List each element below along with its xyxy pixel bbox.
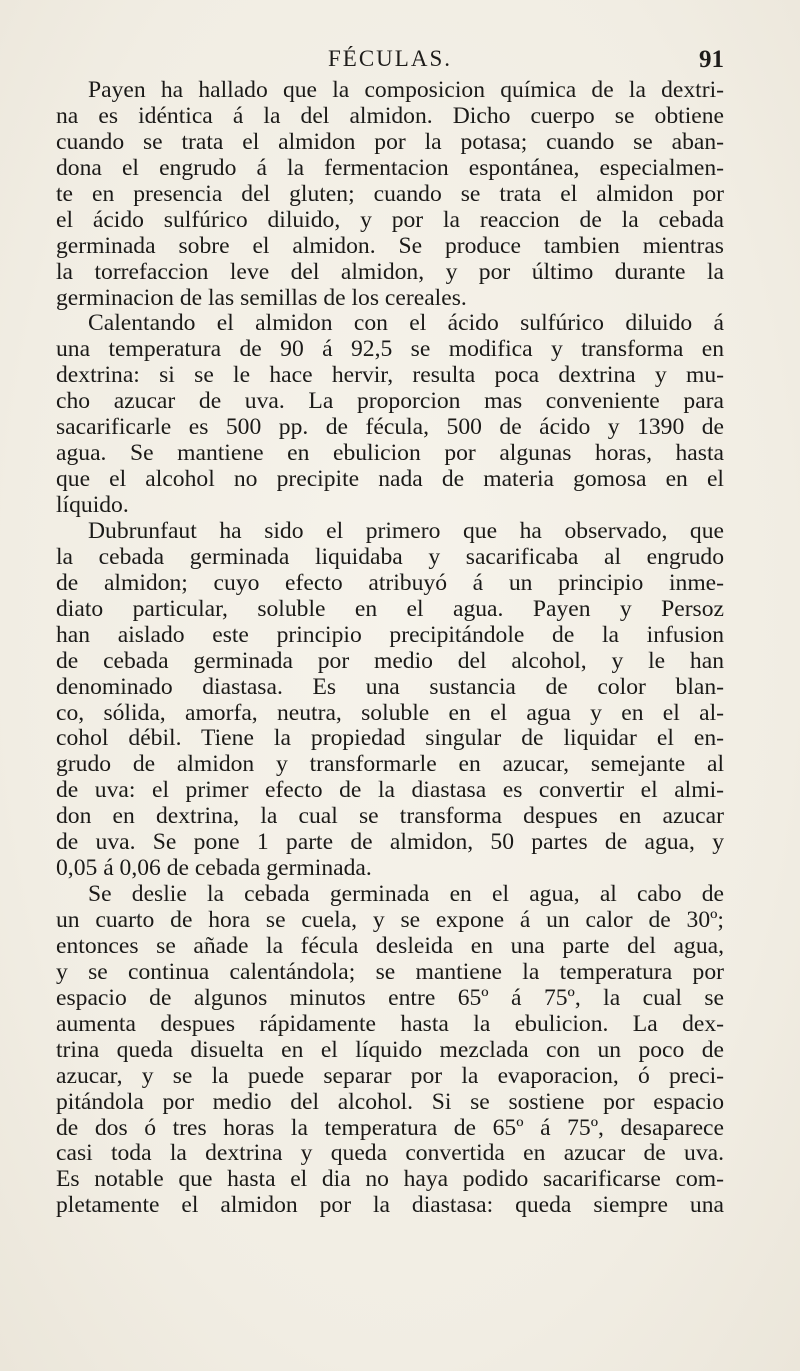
page-header — [56, 46, 724, 80]
paragraph-2 — [56, 311, 724, 519]
text-line: cohol débil. Tiene la propiedad singular de liquidar el en- — [56, 725, 724, 752]
text-line: de cebada germinada por medio del alcohol, y le han — [56, 647, 724, 674]
text-line: germinada sobre el almidon. Se produce tambien mientras — [56, 232, 724, 259]
text-line: la torrefaccion leve del almidon, y por último durante la — [56, 258, 724, 285]
text-line: 0,05 á 0,06 de cebada germinada. — [56, 855, 372, 882]
text-line: pitándola por medio del alcohol. Si se sostiene por espacio — [56, 1088, 724, 1115]
text-line: germinacion de las semillas de los cereales. — [56, 284, 467, 311]
text-line: te en presencia del gluten; cuando se trata el almidon por — [56, 180, 724, 207]
text-line: sacarificarle es 500 pp. de fécula, 500 de ácido y 1390 de — [56, 414, 724, 441]
text-line: aumenta despues rápidamente hasta la ebulicion. La dex- — [56, 1010, 724, 1037]
text-line: Es notable que hasta el dia no haya podido sacarificarse com- — [56, 1166, 724, 1193]
text-line: cuando se trata el almidon por la potasa; cuando se aban- — [56, 128, 724, 155]
text-line: don en dextrina, la cual se transforma despues en azucar — [56, 803, 724, 830]
text-line: cho azucar de uva. La proporcion mas conveniente para — [56, 388, 724, 415]
text-line: dona el engrudo á la fermentacion espontánea, especialmen- — [56, 154, 724, 181]
text-line: de dos ó tres horas la temperatura de 65º á 75º, desaparece — [56, 1114, 724, 1141]
text-line: azucar, y se la puede separar por la evaporacion, ó preci- — [56, 1062, 724, 1089]
paragraph-4 — [56, 882, 724, 1219]
text-line: casi toda la dextrina y queda convertida en azucar de uva. — [56, 1140, 724, 1167]
text-line: agua. Se mantiene en ebulicion por algunas horas, hasta — [56, 440, 724, 467]
text-line: Calentando el almidon con el ácido sulfúrico diluido á — [88, 310, 724, 337]
text-line: pletamente el almidon por la diastasa: queda siempre una — [56, 1192, 724, 1219]
paragraph-1 — [56, 78, 724, 311]
running-title: FÉCULAS. — [328, 46, 452, 71]
text-line: trina queda disuelta en el líquido mezclada con un poco de — [56, 1036, 724, 1063]
text-line: que el alcohol no precipite nada de materia gomosa en el — [56, 466, 724, 493]
text-line: de uva: el primer efecto de la diastasa es convertir el almi- — [56, 777, 724, 804]
body-text — [56, 78, 724, 1219]
text-line: denominado diastasa. Es una sustancia de color blan- — [56, 673, 724, 700]
text-line: un cuarto de hora se cuela, y se expone á un calor de 30º; — [56, 907, 724, 933]
text-line: Payen ha hallado que la composicion química de la dextri- — [88, 77, 724, 103]
text-line: han aislado este principio precipitándole de la infusion — [56, 621, 724, 648]
text-line: y se continua calentándola; se mantiene la temperatura por — [56, 958, 724, 985]
text-line: Se deslie la cebada germinada en el agua, al cabo de — [88, 881, 724, 908]
text-line: grudo de almidon y transformarle en azucar, semejante al — [56, 751, 724, 778]
text-line: co, sólida, amorfa, neutra, soluble en el agua y en el al- — [56, 699, 724, 726]
text-line: de uva. Se pone 1 parte de almidon, 50 partes de agua, y — [56, 829, 724, 856]
paragraph-3 — [56, 519, 724, 882]
text-line: el ácido sulfúrico diluido, y por la reaccion de la cebada — [56, 206, 724, 233]
text-line: entonces se añade la fécula desleida en una parte del agua, — [56, 932, 724, 959]
text-line: na es idéntica á la del almidon. Dicho cuerpo se obtiene — [56, 102, 724, 129]
text-line: líquido. — [56, 492, 129, 518]
text-line: la cebada germinada liquidaba y sacarificaba al engrudo — [56, 543, 724, 570]
text-line: de almidon; cuyo efecto atribuyó á un principio inme- — [56, 569, 724, 596]
text-line: una temperatura de 90 á 92,5 se modifica y transforma en — [56, 336, 724, 363]
text-line: dextrina: si se le hace hervir, resulta poca dextrina y mu- — [56, 362, 724, 389]
page-number: 91 — [699, 46, 724, 73]
text-line: diato particular, soluble en el agua. Payen y Persoz — [56, 595, 724, 622]
text-line: Dubrunfaut ha sido el primero que ha observado, que — [88, 517, 724, 544]
text-line: espacio de algunos minutos entre 65º á 75º, la cual se — [56, 984, 724, 1011]
